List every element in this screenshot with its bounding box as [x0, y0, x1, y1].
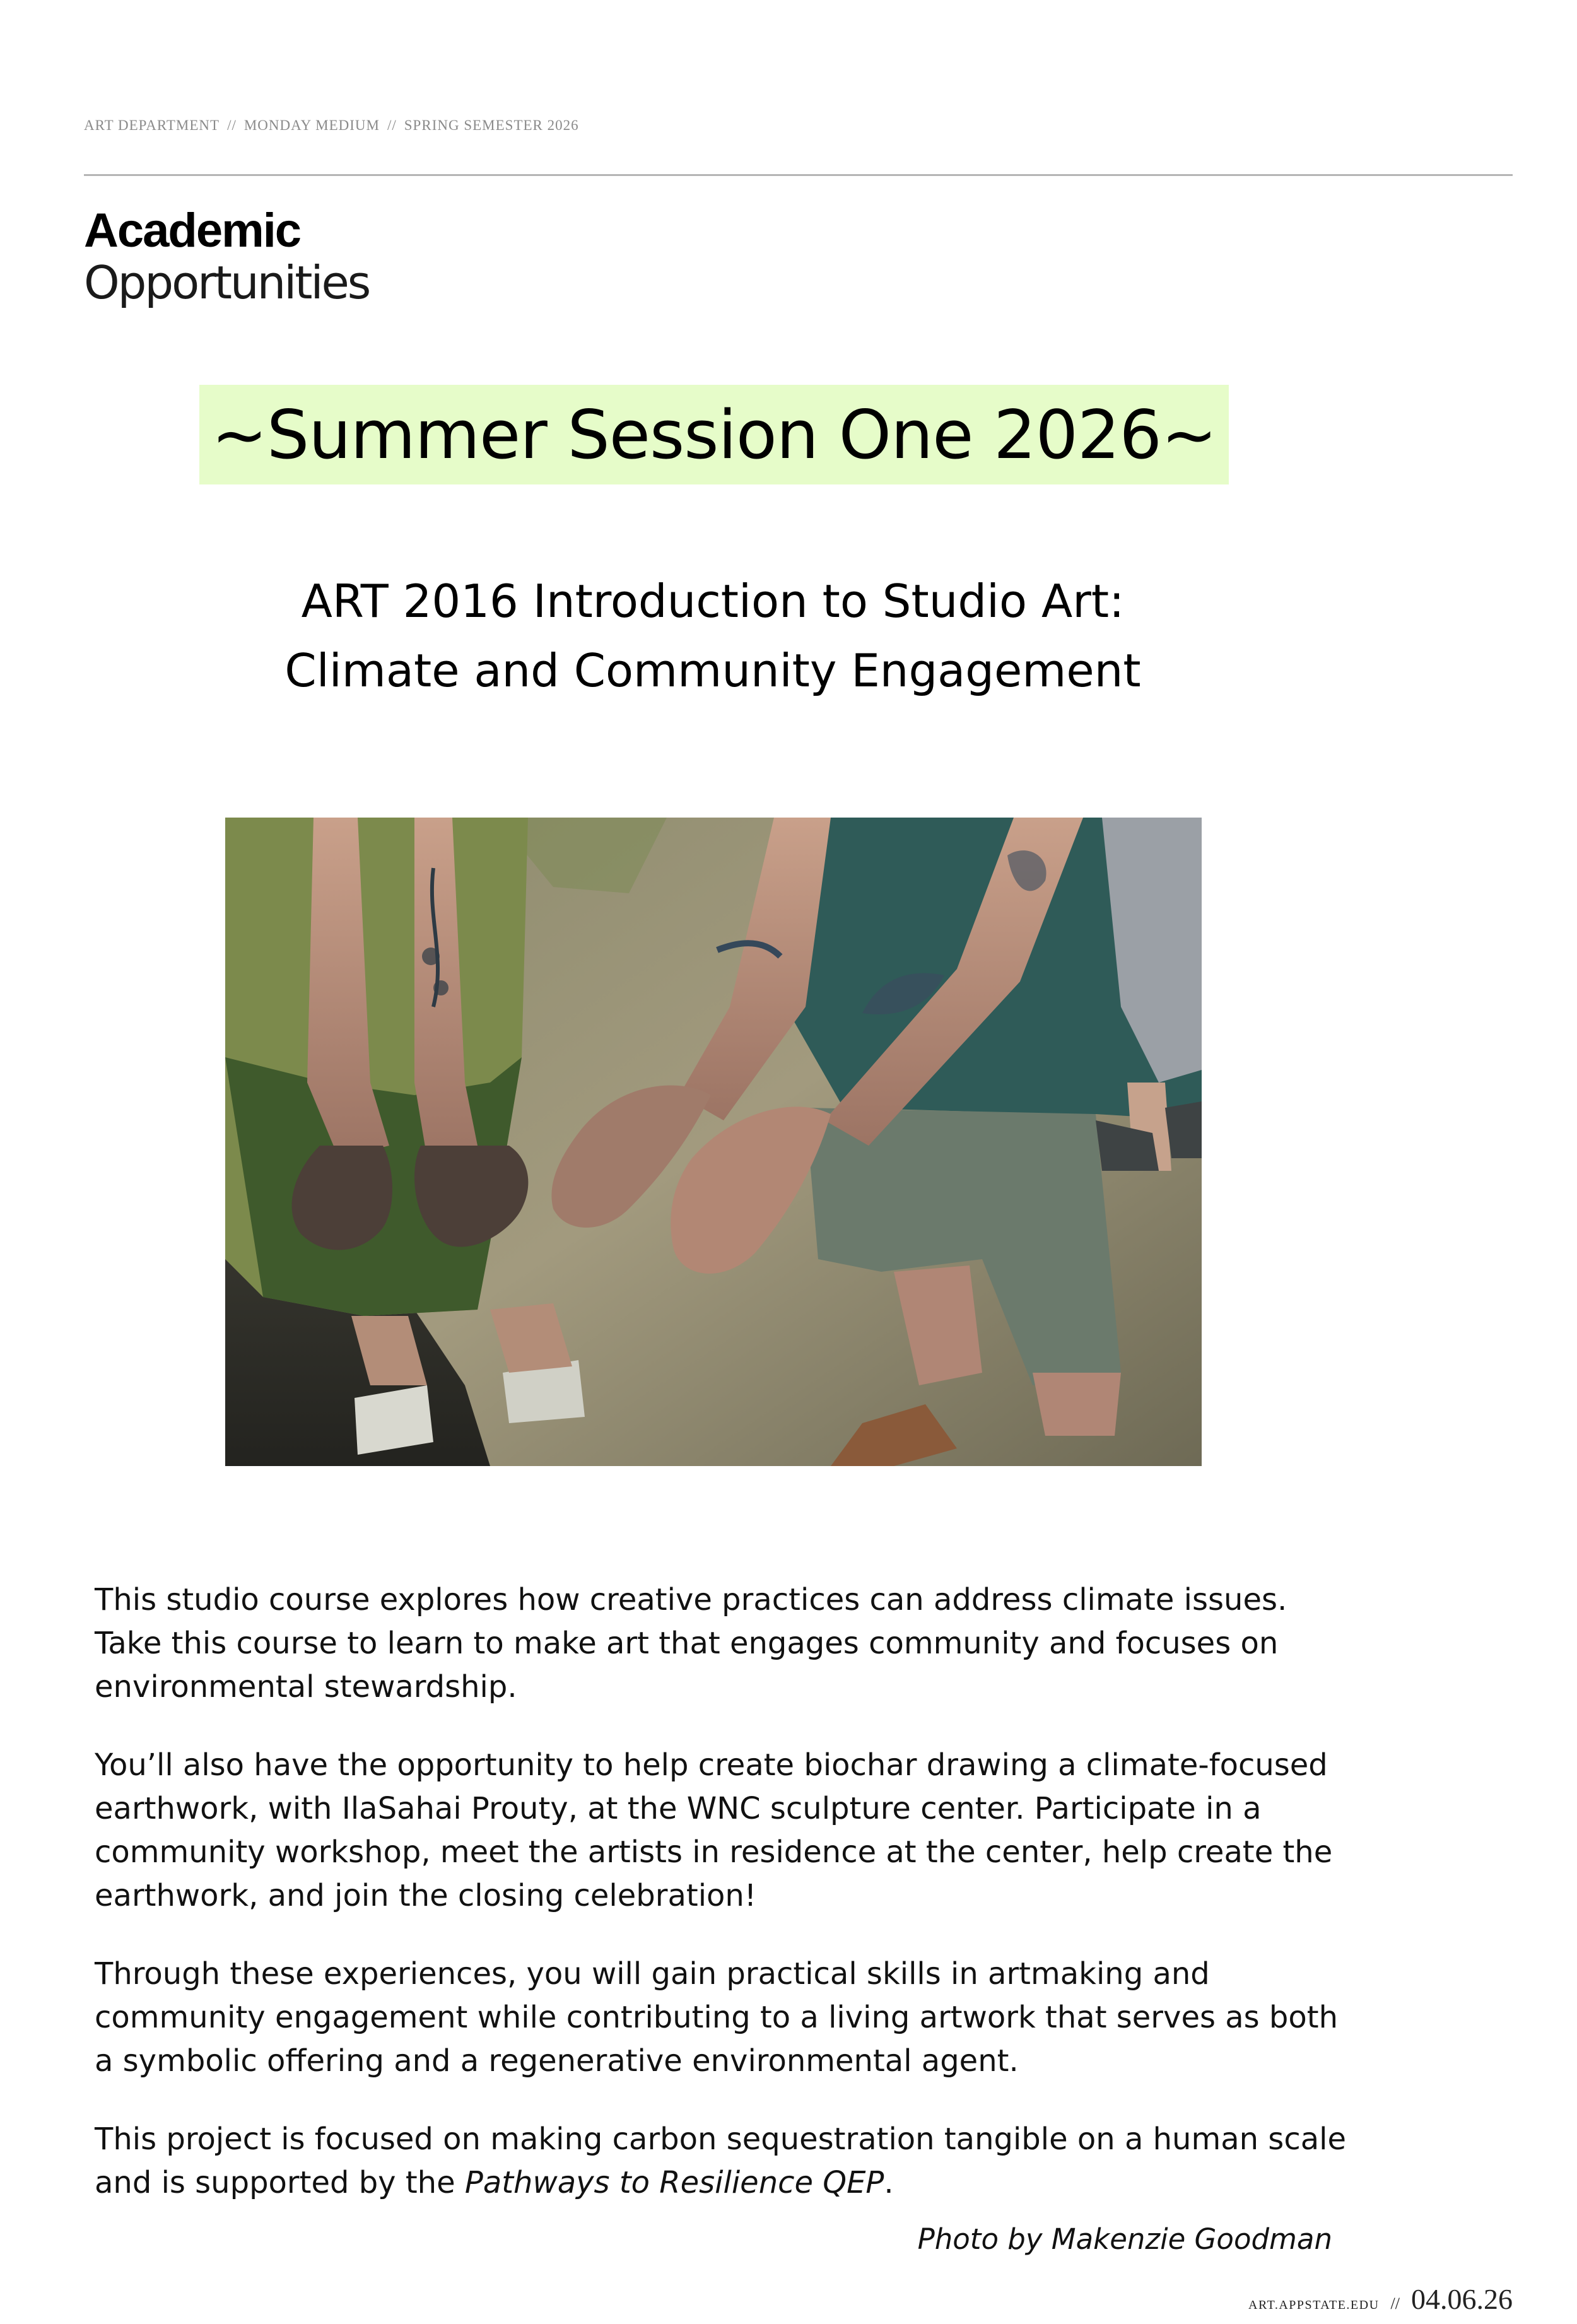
paragraph	[95, 2118, 1356, 2205]
section-heading-light: Opportunities	[84, 256, 370, 309]
session-title: ~Summer Session One 2026~	[211, 396, 1217, 474]
course-title-line-2: Climate and Community Engagement	[284, 644, 1141, 697]
breadcrumb-separator: //	[227, 117, 237, 133]
course-photo	[225, 818, 1202, 1466]
header-divider	[84, 174, 1513, 176]
course-title	[164, 566, 1262, 705]
photo-credit: Photo by Makenzie Goodman	[917, 2222, 1332, 2256]
breadcrumb-item: SPRING SEMESTER 2026	[404, 117, 579, 133]
course-description	[95, 1578, 1356, 2239]
paragraph: You’ll also have the opportunity to help create biochar drawing a climate-focused earthwork, with IlaSahai Prouty, at the WNC sculpture center. Participate in a community workshop, meet the artists in residence at the center, help create the earthwork, and join the closing celebration!	[95, 1747, 1333, 1913]
paragraph-text: .	[884, 2165, 894, 2200]
qep-name: Pathways to Resilience QEP	[464, 2165, 884, 2200]
paragraph: This studio course explores how creative practices can address climate issues. Take this course to learn to make art that engages community and focuses on environmental stewardship.	[95, 1582, 1287, 1705]
footer-separator: //	[1390, 2294, 1400, 2313]
section-heading-bold: Academic	[84, 204, 301, 257]
breadcrumb-separator: //	[387, 117, 397, 133]
breadcrumb	[84, 117, 579, 134]
course-title-line-1: ART 2016 Introduction to Studio Art:	[301, 575, 1125, 628]
breadcrumb-item: ART DEPARTMENT	[84, 117, 220, 133]
paragraph: Through these experiences, you will gain practical skills in artmaking and community engagement while contributing to a living artwork that serves as both a symbolic offering and a regenerative environmental agent.	[95, 1956, 1338, 2079]
breadcrumb-item: MONDAY MEDIUM	[243, 117, 380, 133]
paragraph-text: This project is focused on making carbon sequestration tangible on a human scale and is supported by the	[95, 2122, 1346, 2200]
footer-site-link[interactable]: ART.APPSTATE.EDU	[1248, 2298, 1380, 2312]
session-highlight	[199, 385, 1229, 484]
photo-hands-icon	[225, 818, 1202, 1466]
footer	[1248, 2282, 1513, 2316]
footer-date: 04.06.26	[1411, 2283, 1513, 2315]
